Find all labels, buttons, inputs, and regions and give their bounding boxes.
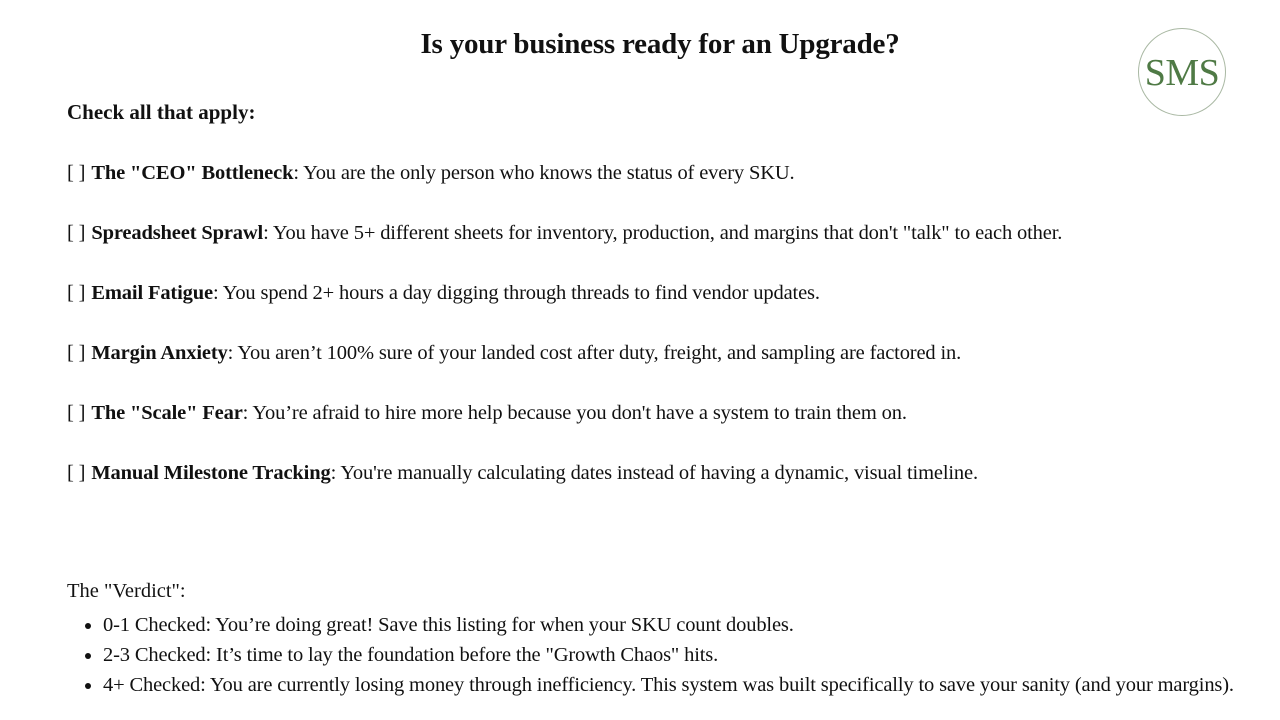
verdict-item-4-plus: • 4+ Checked: You are currently losing money through inefficiency. This system was built specifically to save your sanity (and your margins). — [103, 670, 1234, 700]
checkbox-brackets: [ ] — [67, 402, 86, 424]
checklist-item-title: Spreadsheet Sprawl — [91, 222, 264, 244]
checkbox-brackets: [ ] — [67, 462, 86, 484]
checklist-item-scale-fear — [67, 400, 1062, 460]
verdict-heading: The "Verdict": — [67, 580, 186, 602]
checklist-item-text: : You aren’t 100% sure of your landed cost after duty, freight, and sampling are factored in. — [227, 342, 962, 364]
checklist-item-title: The "CEO" Bottleneck — [91, 162, 294, 184]
checkbox-brackets: [ ] — [67, 222, 86, 244]
page-title: Is your business ready for an Upgrade? — [420, 28, 900, 60]
checkbox-brackets: [ ] — [67, 342, 86, 364]
checklist-item-text: : You have 5+ different sheets for inventory, production, and margins that don't "talk" to each other. — [263, 222, 1063, 244]
checklist-item-margin-anxiety — [67, 340, 1062, 400]
checklist-instruction: Check all that apply: — [67, 100, 256, 124]
checklist — [67, 160, 1062, 520]
checklist-item-text: : You are the only person who knows the status of every SKU. — [293, 162, 795, 184]
logo-text: SMS — [1144, 52, 1220, 94]
checklist-item-text: : You’re afraid to hire more help because you don't have a system to train them on. — [242, 402, 907, 424]
checkbox-brackets: [ ] — [67, 162, 86, 184]
checklist-item-title: The "Scale" Fear — [91, 402, 243, 424]
checklist-item-email-fatigue — [67, 280, 1062, 340]
verdict-list — [67, 610, 1234, 700]
checklist-item-title: Email Fatigue — [91, 282, 213, 304]
checklist-item-title: Manual Milestone Tracking — [91, 462, 331, 484]
checklist-item-text: : You're manually calculating dates instead of having a dynamic, visual timeline. — [330, 462, 978, 484]
checklist-item-title: Margin Anxiety — [91, 342, 228, 364]
checklist-item-text: : You spend 2+ hours a day digging through threads to find vendor updates. — [212, 282, 820, 304]
verdict-item-0-1: • 0-1 Checked: You’re doing great! Save this listing for when your SKU count doubles. — [103, 610, 1234, 640]
checklist-item-manual-milestone-tracking — [67, 460, 1062, 520]
sms-logo — [1138, 28, 1226, 116]
checkbox-brackets: [ ] — [67, 282, 86, 304]
verdict-item-2-3: • 2-3 Checked: It’s time to lay the foundation before the "Growth Chaos" hits. — [103, 640, 1234, 670]
checklist-item-ceo-bottleneck — [67, 160, 1062, 220]
checklist-item-spreadsheet-sprawl — [67, 220, 1062, 280]
